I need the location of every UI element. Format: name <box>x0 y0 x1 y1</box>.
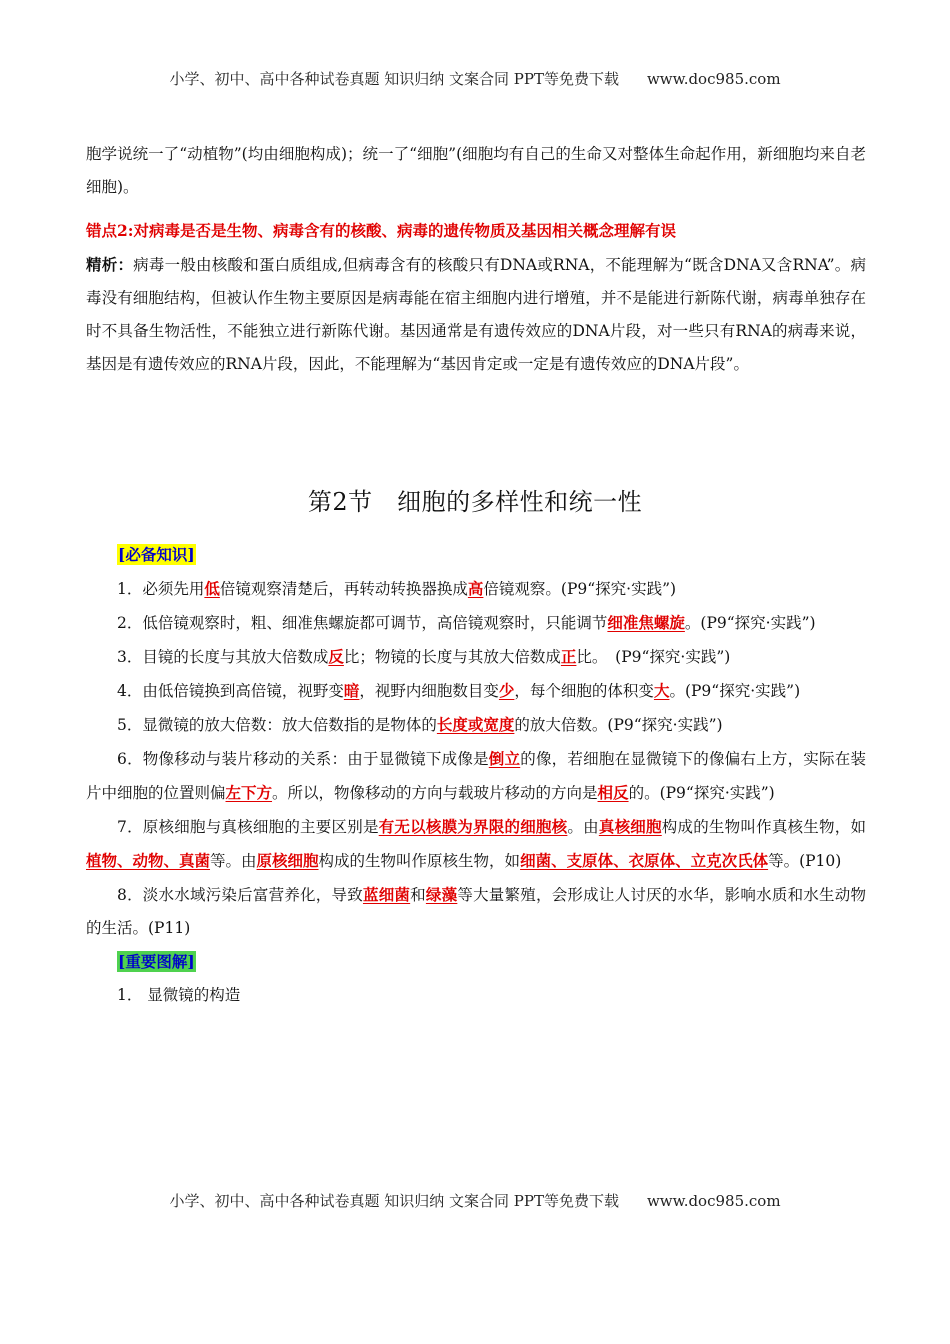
text-span: 。(P9“探究·实践”) <box>684 614 816 632</box>
header-url[interactable]: www.doc985.com <box>646 70 781 88</box>
analysis-label: 精析： <box>86 255 134 274</box>
key-term: 低 <box>204 579 220 598</box>
intro-paragraph: 胞学说统一了“动植物”(均由细胞构成)；统一了“细胞”(细胞均有自己的生命又对整体生命起作用，新细胞均来自老细胞)。 <box>86 145 866 196</box>
knowledge-item-7 <box>86 810 866 878</box>
knowledge-block <box>86 538 866 1012</box>
text-span: 和 <box>410 886 426 904</box>
required-knowledge-tag-line <box>86 538 866 572</box>
key-term: 细准焦螺旋 <box>607 613 685 632</box>
text-span: 。所以，物像移动的方向与载玻片移动的方向是 <box>272 784 598 802</box>
important-diagram-tag: [重要图解] <box>118 952 195 971</box>
text-span: 2．低倍镜观察时，粗、细准焦螺旋都可调节，高倍镜观察时，只能调节 <box>117 614 608 632</box>
text-span: 等。由 <box>210 852 257 870</box>
error-point-block <box>86 216 866 381</box>
text-span: 比。 (P9“探究·实践”) <box>576 648 731 666</box>
knowledge-item-5 <box>86 708 866 742</box>
key-term: 正 <box>560 647 577 666</box>
knowledge-item-1 <box>86 572 866 606</box>
key-term: 长度或宽度 <box>436 715 515 734</box>
required-knowledge-tag: [必备知识] <box>118 545 195 564</box>
page-footer <box>0 1190 950 1211</box>
key-term: 细菌、支原体、衣原体、立克次氏体 <box>520 851 769 870</box>
text-span: 5．显微镜的放大倍数：放大倍数指的是物体的 <box>117 716 437 734</box>
text-span: 6．物像移动与装片移动的关系：由于显微镜下成像是 <box>117 750 489 768</box>
knowledge-item-4 <box>86 674 866 708</box>
text-span: 构成的生物叫作原核生物，如 <box>318 852 521 870</box>
text-span: 1．必须先用 <box>117 580 205 598</box>
text-span: ，视野内细胞数目变 <box>359 682 499 700</box>
knowledge-item-8 <box>86 878 866 945</box>
error-point-title: 错点2:对病毒是否是生物、病毒含有的核酸、病毒的遗传物质及基因相关概念理解有误 <box>86 221 677 240</box>
page-header <box>0 68 950 89</box>
text-span: 3．目镜的长度与其放大倍数成 <box>117 648 329 666</box>
header-text: 小学、初中、高中各种试卷真题 知识归纳 文案合同 PPT等免费下载 <box>169 70 619 88</box>
text-span: 8．淡水水域污染后富营养化，导致 <box>117 886 363 904</box>
text-span: 等大量繁殖，会形成让人讨厌的水华，影响水质和水生动物的生活。(P11) <box>86 886 866 937</box>
intro-block <box>86 138 866 204</box>
analysis-paragraph <box>86 248 866 381</box>
text-span: 等。(P10) <box>768 852 842 870</box>
text-span: 比；物镜的长度与其放大倍数成 <box>343 648 561 666</box>
diagram-item-1: 1． 显微镜的构造 <box>117 986 241 1004</box>
text-span: 的。(P9“探究·实践”) <box>628 784 775 802</box>
analysis-text: 病毒一般由核酸和蛋白质组成,但病毒含有的核酸只有DNA或RNA，不能理解为“既含DNA又含RNA”。病毒没有细胞结构，但被认作生物主要原因是病毒能在宿主细胞内进行增殖，并不是能进行新陈代谢，病毒单独存在时不具备生物活性，不能独立进行新陈代谢。基因通常是有遗传效应的DNA片段，对一些只有RNA的病毒来说，基因是有遗传效应的RNA片段，因此，不能理解为“基因肯定或一定是有遗传效应的DNA片段”。 <box>86 256 866 373</box>
knowledge-item-2 <box>86 606 866 640</box>
key-term: 原核细胞 <box>256 851 319 870</box>
section-title: 第2节 细胞的多样性和统一性 <box>307 488 643 516</box>
key-term: 相反 <box>597 783 629 802</box>
text-span: 4．由低倍镜换到高倍镜，视野变 <box>117 682 344 700</box>
text-span: 。由 <box>567 818 599 836</box>
key-term: 反 <box>328 647 344 666</box>
key-term: 左下方 <box>225 783 273 802</box>
text-span: 7．原核细胞与真核细胞的主要区别是 <box>117 818 379 836</box>
key-term: 少 <box>498 681 515 700</box>
text-span: 的放大倍数。(P9“探究·实践”) <box>514 716 723 734</box>
key-term: 大 <box>653 681 670 700</box>
text-span: 倍镜观察。(P9“探究·实践”) <box>483 580 677 598</box>
key-term: 有无以核膜为界限的细胞核 <box>378 817 568 836</box>
text-span: 的像，若细胞在显微镜下的像偏右上方，实际在装片中细胞的位置则偏 <box>86 750 866 802</box>
footer-text: 小学、初中、高中各种试卷真题 知识归纳 文案合同 PPT等免费下载 <box>169 1192 619 1210</box>
knowledge-item-6 <box>86 742 866 810</box>
important-diagram-tag-line <box>86 945 866 979</box>
knowledge-item-3 <box>86 640 866 674</box>
text-span: 构成的生物叫作真核生物，如 <box>661 818 866 836</box>
key-term: 植物、动物、真菌 <box>86 851 211 870</box>
key-term: 高 <box>467 579 484 598</box>
key-term: 蓝细菌 <box>362 885 411 904</box>
text-span: 。(P9“探究·实践”) <box>669 682 801 700</box>
text-span: 倍镜观察清楚后，再转动转换器换成 <box>219 580 468 598</box>
key-term: 倒立 <box>488 749 521 768</box>
footer-url[interactable]: www.doc985.com <box>646 1192 781 1210</box>
key-term: 真核细胞 <box>598 817 662 836</box>
key-term: 绿藻 <box>425 885 458 904</box>
key-term: 暗 <box>343 681 360 700</box>
text-span: ，每个细胞的体积变 <box>514 682 654 700</box>
